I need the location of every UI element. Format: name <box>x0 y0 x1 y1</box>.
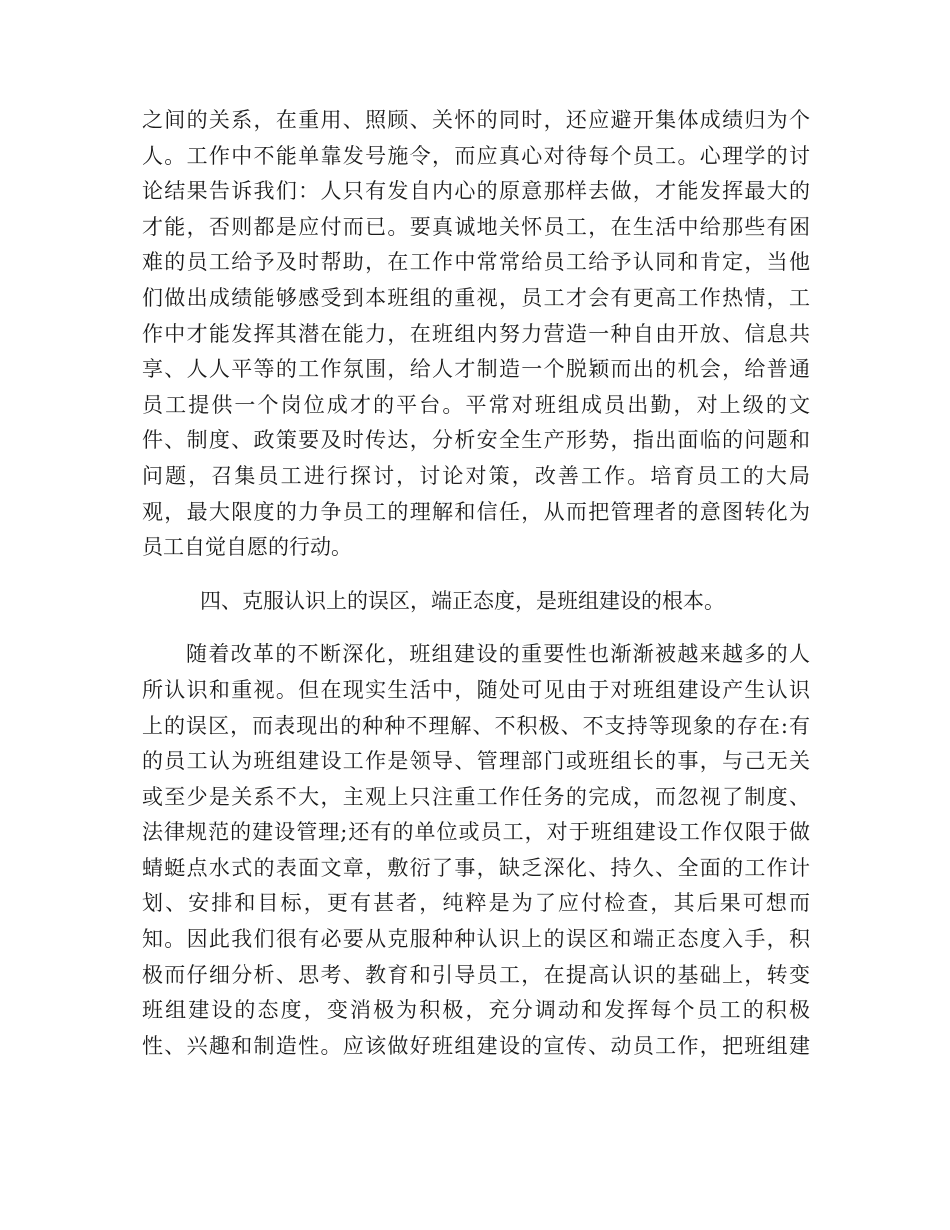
text-line: 上的误区，而表现出的种种不理解、不积极、不支持等现象的存在:有 <box>142 713 810 738</box>
text-line: 知。因此我们很有必要从克服种种认识上的误区和端正态度入手，积 <box>142 927 810 952</box>
text-line: 法律规范的建设管理;还有的单位或员工，对于班组建设工作仅限于做 <box>142 820 810 845</box>
text-line: 人。工作中不能单靠发号施令，而应真心对待每个员工。心理学的讨 <box>142 143 810 168</box>
text-line: 件、制度、政策要及时传达，分析安全生产形势，指出面临的问题和 <box>142 428 810 453</box>
text-line: 性、兴趣和制造性。应该做好班组建设的宣传、动员工作，把班组建 <box>142 1033 810 1058</box>
text-line: 问题，召集员工进行探讨，讨论对策，改善工作。培育员工的大局 <box>142 463 810 488</box>
text-line: 班组建设的态度，变消极为积极，充分调动和发挥每个员工的积极 <box>142 998 810 1023</box>
text-line: 作中才能发挥其潜在能力，在班组内努力营造一种自由开放、信息共 <box>142 321 810 346</box>
text-line: 难的员工给予及时帮助，在工作中常常给员工给予认同和肯定，当他 <box>142 250 810 275</box>
text-line: 的员工认为班组建设工作是领导、管理部门或班组长的事，与己无关 <box>142 749 810 774</box>
text-line: 随着改革的不断深化，班组建设的重要性也渐渐被越来越多的人 <box>186 642 810 667</box>
text-line: 划、安排和目标，更有甚者，纯粹是为了应付检查，其后果可想而 <box>142 891 810 916</box>
paragraph-spacer <box>142 566 810 584</box>
text-line: 们做出成绩能够感受到本班组的重视，员工才会有更高工作热情，工 <box>142 285 810 310</box>
text-line: 才能，否则都是应付而已。要真诚地关怀员工，在生活中给那些有困 <box>142 214 810 239</box>
section-heading: 四、克服认识上的误区，端正态度，是班组建设的根本。 <box>200 588 725 613</box>
text-line: 观，最大限度的力争员工的理解和信任，从而把管理者的意图转化为 <box>142 499 810 524</box>
text-line: 享、人人平等的工作氛围，给人才制造一个脱颖而出的机会，给普通 <box>142 357 810 382</box>
text-line: 极而仔细分析、思考、教育和引导员工，在提高认识的基础上，转变 <box>142 962 810 987</box>
paragraph-1 <box>142 103 810 566</box>
text-line: 所认识和重视。但在现实生活中，随处可见由于对班组建设产生认识 <box>142 677 810 702</box>
text-line: 员工提供一个岗位成才的平台。平常对班组成员出勤，对上级的文 <box>142 392 810 417</box>
paragraph-2 <box>142 637 810 1064</box>
paragraph-spacer <box>142 619 810 637</box>
text-line: 论结果告诉我们：人只有发自内心的原意那样去做，才能发挥最大的 <box>142 179 810 204</box>
document-body <box>142 103 810 1064</box>
text-line: 蜻蜓点水式的表面文章，敷衍了事，缺乏深化、持久、全面的工作计 <box>142 855 810 880</box>
text-line: 员工自觉自愿的行动。 <box>142 535 352 560</box>
text-line: 之间的关系，在重用、照顾、关怀的同时，还应避开集体成绩归为个 <box>142 108 810 132</box>
text-line: 或至少是关系不大，主观上只注重工作任务的完成，而忽视了制度、 <box>142 784 810 809</box>
